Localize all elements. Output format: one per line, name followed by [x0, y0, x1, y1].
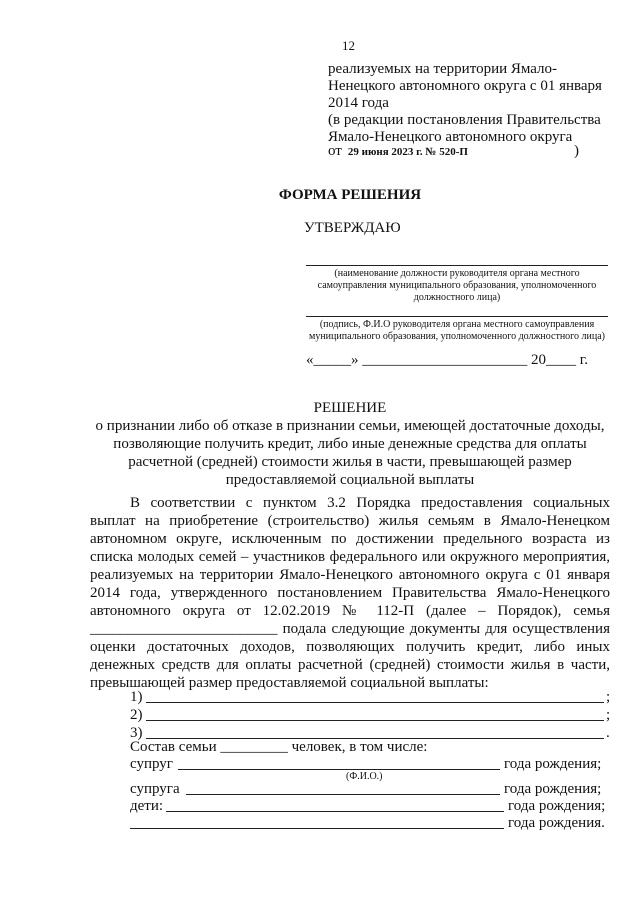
header-line-2: Ненецкого автономного округа с 01 января	[328, 78, 602, 94]
birth-year-label: года рождения;	[504, 781, 602, 797]
item-end: ;	[606, 707, 611, 723]
header-amendment-date	[328, 143, 468, 160]
approve-title: УТВЕРЖДАЮ	[304, 220, 401, 236]
position-name-caption: (наименование должности руководителя органа местного самоуправления муниципального образования, уполномоченного должностного лица)	[317, 268, 597, 303]
item-fill-line	[146, 720, 604, 721]
decision-subtitle: о признании либо об отказе в признании семьи, имеющей достаточные доходы, позволяющие получить кредит, либо иные денежные средства для оплаты расчетной (средней) стоимости жилья в части, превышающей размер предоставляемой социальной выплаты	[95, 418, 605, 488]
spouse-female-label: супруга	[130, 781, 180, 797]
item-fill-line	[146, 702, 604, 703]
children-label: дети:	[130, 798, 164, 814]
children-line	[166, 811, 504, 812]
page-number: 12	[342, 38, 355, 53]
header-line-1: реализуемых на территории Ямало-	[328, 61, 558, 77]
spouse-female-line	[186, 794, 500, 795]
decision-body	[90, 494, 610, 692]
from-prefix: от	[328, 143, 342, 159]
signature-caption: (подпись, Ф.И.О руководителя органа местного самоуправления муниципального образования, уполномоченного должностного лица)	[308, 319, 605, 342]
child-line	[130, 828, 504, 829]
item-number: 3)	[130, 725, 143, 741]
item-number: 1)	[130, 689, 143, 705]
birth-year-label: года рождения;	[508, 798, 606, 814]
spouse-male-label: супруг	[130, 756, 173, 772]
form-title: ФОРМА РЕШЕНИЯ	[278, 187, 422, 203]
item-number: 2)	[130, 707, 143, 723]
approval-date-line: «_____» ______________________ 20____ г.	[306, 352, 588, 368]
birth-year-label: года рождения;	[504, 756, 602, 772]
header-line-4: (в редакции постановления Правительства	[328, 112, 601, 128]
header-line-3: 2014 года	[328, 95, 389, 111]
close-paren: )	[574, 143, 579, 159]
decision-title: РЕШЕНИЕ	[313, 400, 387, 416]
item-end: ;	[606, 689, 611, 705]
birth-year-label-end: года рождения.	[508, 815, 605, 831]
position-name-line	[306, 265, 608, 266]
fio-caption: (Ф.И.О.)	[346, 771, 383, 782]
decision-paragraph: В соответствии с пунктом 3.2 Порядка предоставления социальных выплат на приобретение (строительство) жилья семьям в Ямало-Ненецком автономном округе, исключенным по достижении предельного возраста из списка молодых семей – участников федерального или окружного мероприятия, реализуемых на территории Ямало-Ненецкого автономного округа с 01 января 2014 года, утвержденного постановлением Правительства Ямало-Ненецкого автономного округа от 12.02.2019 № 112-П (далее – Порядок), семья _________________________ подала следующие документы для осуществления оценки достаточных доходов, позволяющих получить кредит, либо иных денежных средств для оплаты расчетной (средней) стоимости жилья в части, превышающей размер предоставляемой социальной выплаты:	[90, 495, 610, 691]
signature-line	[306, 316, 608, 317]
item-end: .	[606, 725, 610, 741]
family-composition: Состав семьи _________ человек, в том числе:	[130, 739, 428, 755]
amendment-date: 29 июня 2023 г. № 520-П	[347, 146, 468, 158]
header-line-5: Ямало-Ненецкого автономного округа	[328, 129, 573, 145]
spouse-male-line	[178, 769, 500, 770]
